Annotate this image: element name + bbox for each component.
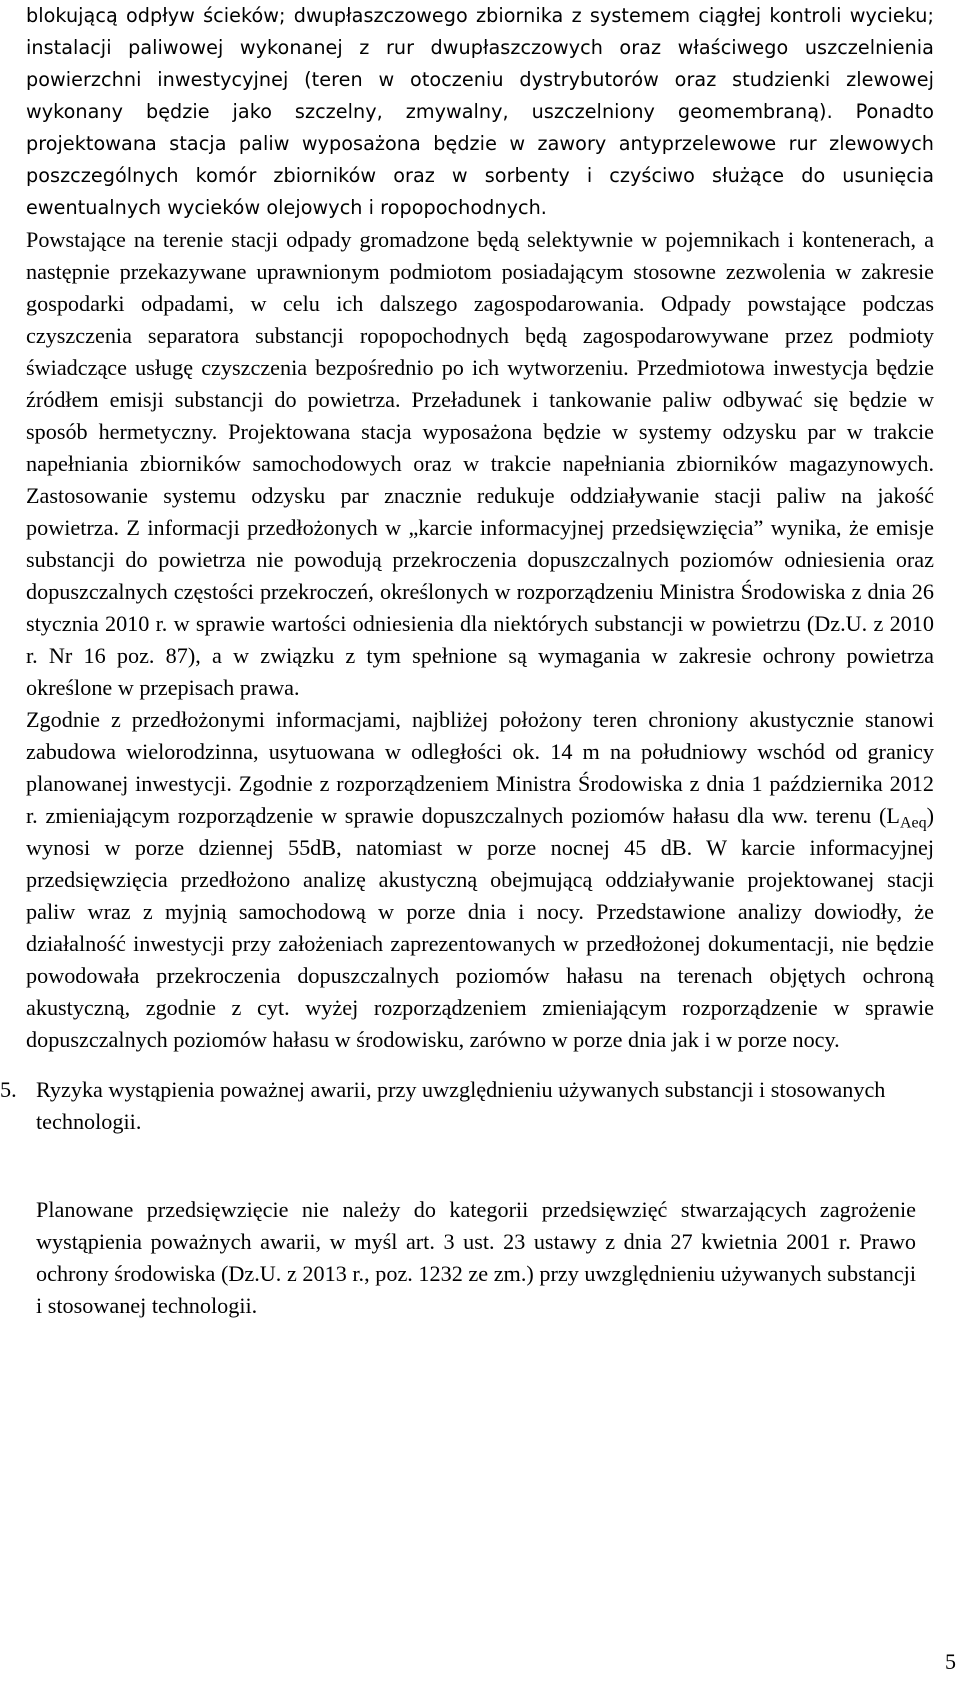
section-number: 5. [0,1077,17,1102]
noise-text-part1: Zgodnie z przedłożonymi informacjami, najbliżej położony teren chroniony akustycznie stanowi zabudowa wielorodzinna, usytuowana w odległości ok. 14 m na południowy wschód od granicy planowanej inwestycji. Zgodnie z rozporządzeniem Ministra Środowiska z dnia 1 października 2012 r. zmieniającym rozporządzenie w sprawie dopuszczalnych poziomów hałasu dla ww. terenu (L [26,707,934,828]
paragraph-noise [26,704,934,1056]
page-number: 5 [945,1649,956,1674]
paragraph-waste-and-air: Powstające na terenie stacji odpady gromadzone będą selektywnie w pojemnikach i kontenerach, a następnie przekazywane uprawnionym podmiotom posiadającym stosowne zezwolenia w zakresie gospodarki odpadami, w celu ich dalszego zagospodarowania. Odpady powstające podczas czyszczenia separatora substancji ropopochodnych będą zagospodarowywane przez podmioty świadczące usługę czyszczenia bezpośrednio po ich wytworzeniu. Przedmiotowa inwestycja będzie źródłem emisji substancji do powietrza. Przeładunek i tankowanie paliw odbywać się będzie w sposób hermetyczny. Projektowana stacja wyposażona będzie w systemy odzysku par w trakcie napełniania zbiorników samochodowych oraz w trakcie napełniania zbiorników magazynowych. Zastosowanie systemu odzysku par znacznie redukuje oddziaływanie stacji paliw na jakość powietrza. Z informacji przedłożonych w „karcie informacyjnej przedsięwzięcia” wynika, że emisje substancji do powietrza nie powodują przekroczenia dopuszczalnych poziomów odniesienia oraz dopuszczalnych częstości przekroczeń, określonych w rozporządzeniu Ministra Środowiska z dnia 26 stycznia 2010 r. w sprawie wartości odniesienia dla niektórych substancji w powietrzu (Dz.U. z 2010 r. Nr 16 poz. 87), a w związku z tym spełnione są wymagania w zakresie ochrony powietrza określone w przepisach prawa. [26,227,934,700]
section-5-body: Planowane przedsięwzięcie nie należy do kategorii przedsięwzięć stwarzających zagrożenie wystąpienia poważnych awarii, w myśl art. 3 ust. 23 ustawy z dnia 27 kwietnia 2001 r. Prawo ochrony środowiska (Dz.U. z 2013 r., poz. 1232 ze zm.) przy uwzględnieniu używanych substancji i stosowanej technologii. [36,1197,916,1318]
paragraph-protection-measures: blokującą odpływ ścieków; dwupłaszczowego zbiornika z systemem ciągłej kontroli wycieku; instalacji paliwowej wykonanej z rur dwupłaszczowych oraz właściwego uszczelnienia powierzchni inwestycyjnej (teren w otoczeniu dystrybutorów oraz studzienki zlewowej wykonany będzie jako szczelny, zmywalny, uszczelniony geomembraną). Ponadto projektowana stacja paliw wyposażona będzie w zawory antyprzelewowe rur zlewowych poszczególnych komór zbiorników oraz w sorbenty i czyściwo służące do usunięcia ewentualnych wycieków olejowych i ropopochodnych. [26,4,934,219]
section-heading: Ryzyka wystąpienia poważnej awarii, przy uwzględnieniu używanych substancji i stosowanych technologii. [36,1077,886,1134]
noise-text-part2: ) wynosi w porze dziennej 55dB, natomiast w porze nocnej 45 dB. W karcie informacyjnej przedsięwzięcia przedłożono analizę akustyczną obejmującą oddziaływanie projektowanej stacji paliw wraz z myjnią samochodową w porze dnia i nocy. Przedstawione analizy dowiodły, że działalność inwestycji przy założeniach zaprezentowanych w przedłożonej dokumentacji, nie będzie powodowała przekroczenia dopuszczalnych poziomów hałasu na terenach objętych ochroną akustyczną, zgodnie z cyt. wyżej rozporządzeniem zmieniającym rozporządzenie w sprawie dopuszczalnych poziomów hałasu w środowisku, zarówno w porze dnia jak i w porze nocy. [26,803,934,1052]
noise-subscript: Aeq [900,814,927,832]
section-5-heading-block [0,1074,934,1194]
